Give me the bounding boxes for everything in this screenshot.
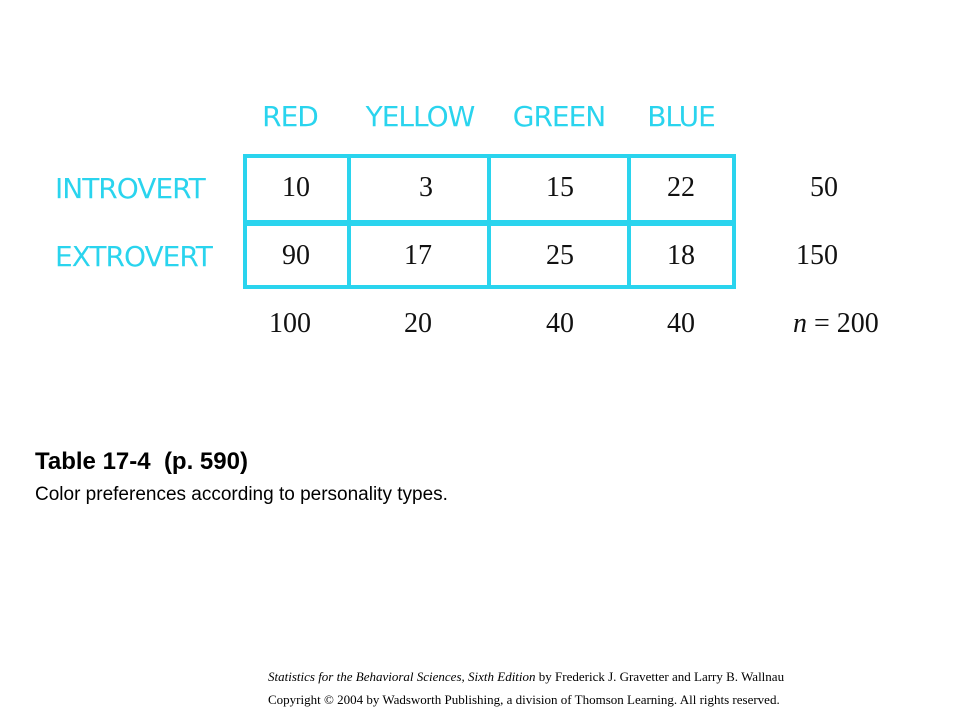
cell-introvert-green: 15 <box>546 172 574 203</box>
credit-line-2: Copyright © 2004 by Wadsworth Publishing, a division of Thomson Learning. All rights reserved. <box>268 692 780 707</box>
column-header-red: RED <box>262 100 318 133</box>
row-header-extrovert: EXTROVERT <box>55 240 212 273</box>
n-value: = 200 <box>814 308 879 339</box>
book-authors: by Frederick J. Gravetter and Larry B. Wallnau <box>535 669 785 684</box>
cell-extrovert-green: 25 <box>546 240 574 271</box>
cell-extrovert-yellow: 17 <box>404 240 432 271</box>
table-subtitle: Color preferences according to personality types. <box>35 484 448 505</box>
column-total-yellow: 20 <box>404 308 432 339</box>
cell-introvert-blue: 22 <box>667 172 695 203</box>
row-header-introvert: INTROVERT <box>55 172 205 205</box>
book-title: Statistics for the Behavioral Sciences, Sixth Edition <box>268 669 536 684</box>
column-total-red: 100 <box>269 308 311 339</box>
cell-extrovert-blue: 18 <box>667 240 695 271</box>
grid-col-divider <box>487 158 491 285</box>
cell-introvert-red: 10 <box>282 172 310 203</box>
column-header-yellow: YELLOW <box>365 100 475 133</box>
table-title: Table 17-4 (p. 590) <box>35 448 248 475</box>
column-total-green: 40 <box>546 308 574 339</box>
grid-col-divider <box>347 158 351 285</box>
column-header-green: GREEN <box>512 100 606 133</box>
column-header-blue: BLUE <box>647 100 715 133</box>
row-total-introvert: 50 <box>810 172 838 203</box>
credit-line-1 <box>268 669 784 685</box>
n-label: n <box>793 308 807 339</box>
row-total-extrovert: 150 <box>796 240 838 271</box>
cell-extrovert-red: 90 <box>282 240 310 271</box>
column-total-blue: 40 <box>667 308 695 339</box>
grand-total <box>793 308 879 340</box>
cell-introvert-yellow: 3 <box>419 172 433 203</box>
